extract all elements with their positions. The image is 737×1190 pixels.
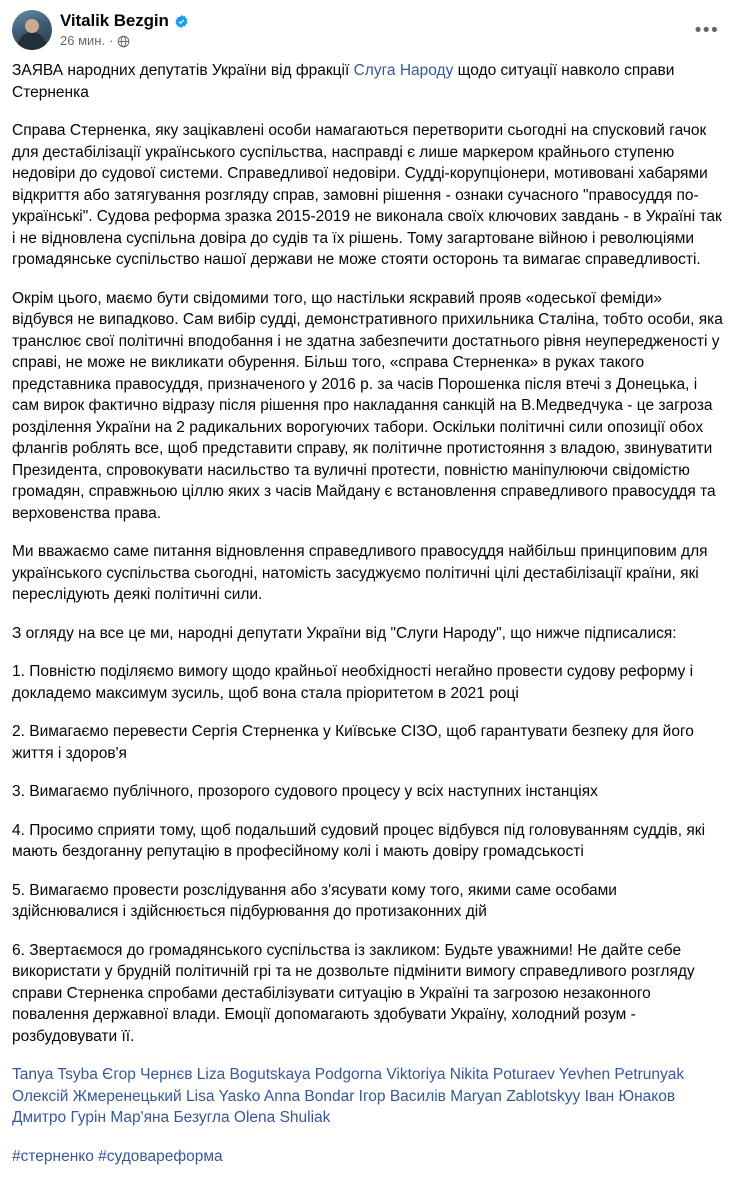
signatories-mentions[interactable]: Tanya Tsyba Єгор Чернєв Liza Bogutskaya Podgorna Viktoriya Nikita Poturaev Yevhen Petrunyak Олексій Жмеренецький Lisa Yasko Anna Bondar Iгор Василів Maryan Zablotskyy Іван Юнаков Дмитро Гурін Мар'яна Безугла Olena Shuliak [12, 1066, 685, 1126]
avatar[interactable] [12, 10, 52, 50]
post-body [12, 60, 725, 1167]
post-paragraph: Ми вважаємо саме питання відновлення справедливого правосуддя найбільш принциповим для українського суспільства сьогодні, натомість засуджуємо політичні цілі дестабілізації країни, які переслідують деякі політичні сили. [12, 543, 708, 603]
post-list-item: 4. Просимо сприяти тому, щоб подальший судовий процес відбувся під головуванням суддів, які мають бездоганну репутацію в професійному колі і мають довіру громадськості [12, 821, 706, 860]
post-list-item: 1. Повністю поділяємо вимогу щодо крайньої необхідності негайно провести судову реформу і докладемо максимум зусиль, щоб вона стала пріоритетом в 2021 році [12, 663, 694, 702]
post-meta [60, 33, 189, 49]
post-paragraph [12, 60, 725, 103]
post-paragraph: Окрім цього, маємо бути свідомими того, що настільки яскравий прояв «одеської феміди» відбувся не випадково. Сам вибір судді, демонстративного прихильника Сталіна, тобто особи, яка транслює свої політичні вподобання і не здатна забезпечити достатнього рівня неупередженості у справі, не може не викликати обурення. Більш того, «справа Стерненка» в руках такого представника правосуддя, призначеного у 2016 р. за часів Порошенка після втечі з Донецька, і сам вирок фактично відразу після рішення про накладання санкцій на В.Медведчука - це загроза розділення України на 2 радикальних ворогуючих табори. Оскільки політичні сили опозиції обох флангів роблять все, щоб представити справу, як політичне протистояння з владою, звинуватити Президента, спровокувати насильство та вуличні протести, повністю маніпулюючи свідомістю громадян, справжньою ціллю яких з часів Майдану є встановлення справедливого правосуддя та верховенства права. [12, 289, 723, 522]
globe-icon[interactable] [117, 35, 130, 48]
verified-badge-icon [174, 14, 189, 29]
post-list-item: 3. Вимагаємо публічного, прозорого судового процесу у всіх наступних інстанціях [12, 783, 598, 800]
author-name-row [60, 11, 189, 31]
meta-separator: · [109, 33, 114, 48]
post-options-button[interactable]: ••• [694, 19, 720, 41]
faction-link[interactable]: Слуга Народу [353, 62, 454, 79]
post-list-item: 2. Вимагаємо перевести Сергія Стерненка у Київське СІЗО, щоб гарантувати безпеку для його життя і здоров'я [12, 723, 694, 762]
post-hashtags[interactable]: #стерненко #судовареформа [12, 1147, 223, 1165]
post-author-block [60, 10, 189, 49]
post-header [12, 10, 725, 50]
post-paragraph: З огляду на все це ми, народні депутати України від "Слуги Народу", що нижче підписалися: [12, 624, 677, 642]
paragraph-text: ЗАЯВА народних депутатів України від фракції [12, 62, 354, 79]
post-timestamp[interactable]: 26 мин. [60, 33, 106, 48]
post-list-item: 5. Вимагаємо провести розслідування або з'ясувати кому того, якими саме особами здійснювалися і здійснюється підбурювання до протизаконних дій [12, 881, 617, 920]
author-name[interactable]: Vitalik Bezgin [60, 11, 169, 30]
post-bottom-spacer [12, 1184, 725, 1190]
paragraph-text: щодо ситуації навколо справи Стерненка [12, 62, 675, 101]
post-paragraph: Справа Стерненка, яку зацікавлені особи намагаються перетворити сьогодні на спусковий гачок для дестабілізації українського суспільства, насправді є лише маркером крайнього ступеню недовіри до судової системи. Справедливої недовіри. Судді-корупціонери, мотивовані хабарями відкриття або затягування розгляду справ, замовні рішення - ознаки сучасного "правосуддя по-українські". Судова реформа зразка 2015-2019 не виконала своїх ключових завдань - в Україні так і не відновлена суспільна довіра до судів та їх рішень. Тому загартоване війною і революціями громадянське суспільство нашої держави не може стояти осторонь та вимагає справедливості. [12, 122, 722, 268]
post-list-item: 6. Звертаємося до громадянського суспільства із закликом: Будьте уважними! Не дайте себе використати у брудній політичній грі та не дозвольте підмінити вимогу справедливого розгляду справи Стерненка спробами дестабілізувати ситуацію в Україні та загрозою незаконного повалення державної влади. Емоції допомагають здобувати Україну, холодний розум - розбудовувати її. [12, 941, 695, 1045]
